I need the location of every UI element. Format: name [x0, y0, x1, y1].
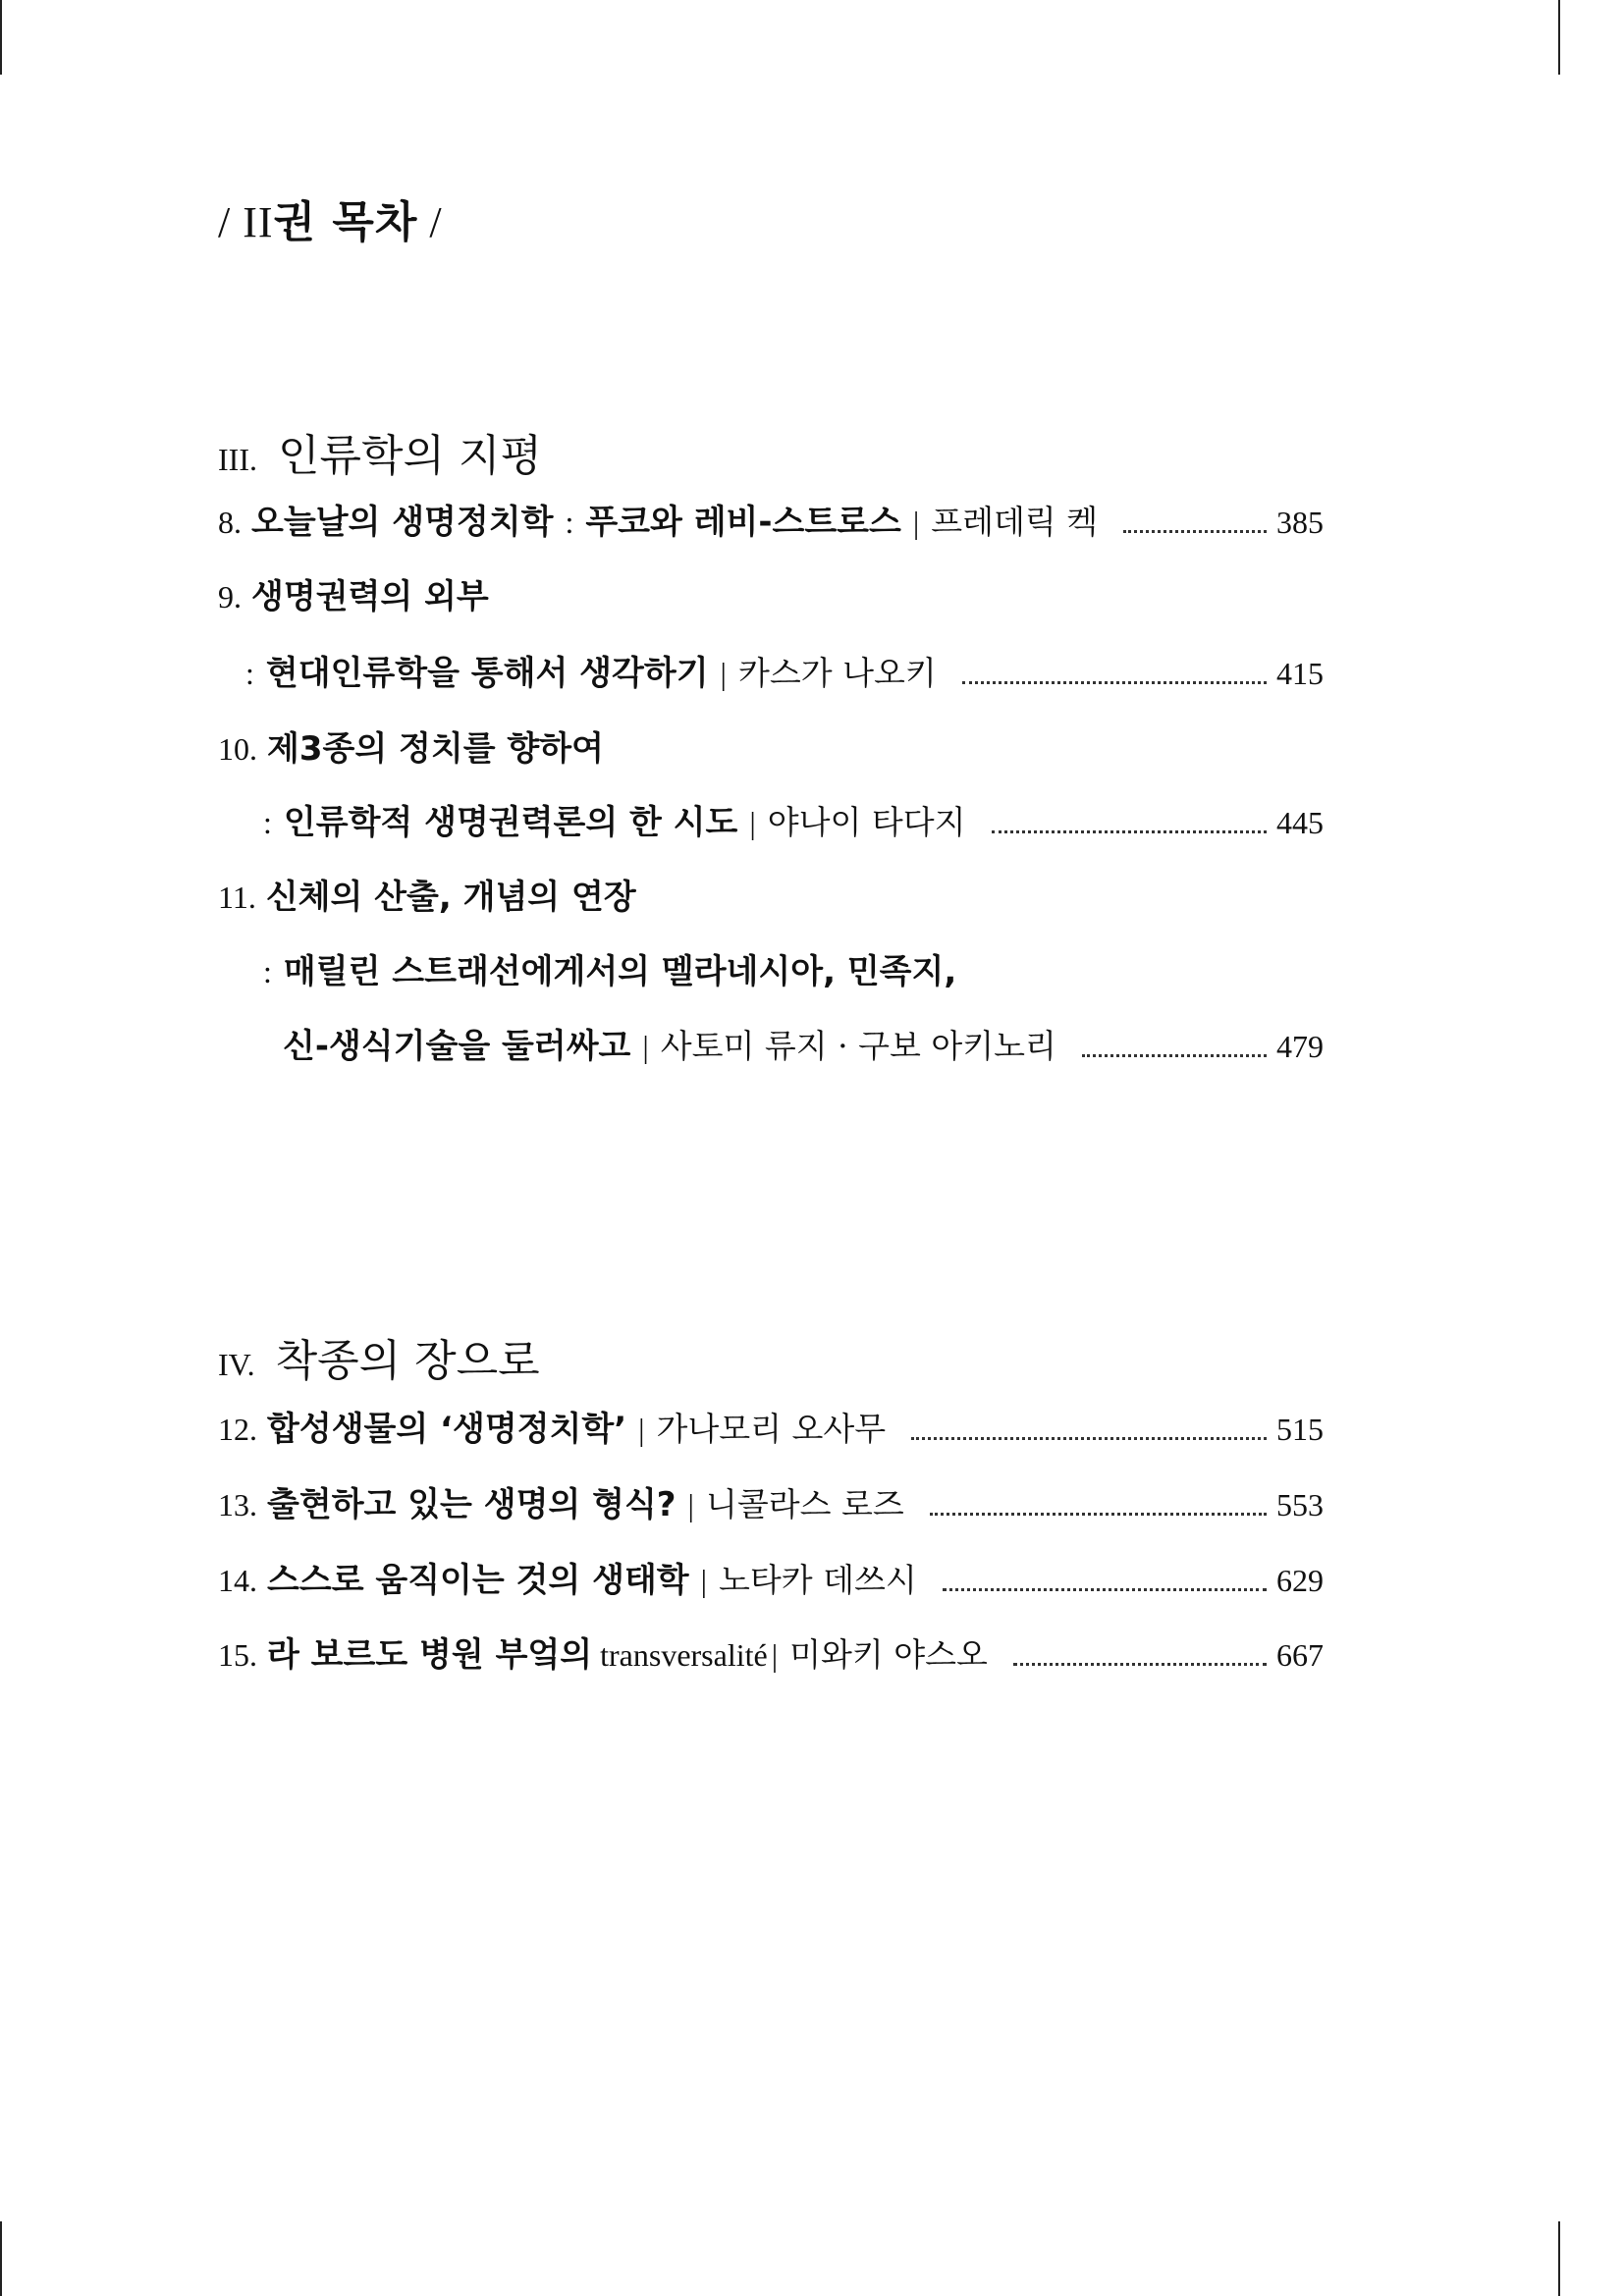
entry-page-number: 385 — [1276, 505, 1324, 540]
section-name: 인류학의 지평 — [277, 431, 542, 481]
entry-separator: | — [638, 1412, 645, 1447]
entry-number: 10. — [218, 731, 257, 767]
entry-page-number: 445 — [1276, 805, 1324, 840]
crop-mark-bottom-right — [1558, 2221, 1560, 2296]
entry-title: 라 보르도 병원 부엌의 — [267, 1635, 593, 1675]
entry-author: 카스가 나오키 — [737, 654, 937, 692]
entry-number: 13. — [218, 1487, 257, 1522]
crop-mark-top-left — [0, 0, 2, 75]
entry-author: 가나모리 오사무 — [656, 1410, 887, 1448]
entry-number: 12. — [218, 1412, 257, 1447]
entry-subtitle: 푸코와 레비-스트로스 — [585, 503, 901, 542]
toc-entry-9-cont[interactable] — [245, 646, 1324, 699]
entry-title: 생명권력의 외부 — [251, 577, 489, 616]
entry-page-number: 667 — [1276, 1637, 1324, 1673]
section-name: 착종의 장으로 — [275, 1336, 540, 1386]
toc-entry-15[interactable] — [218, 1628, 1324, 1681]
toc-entry-13[interactable] — [218, 1477, 1324, 1530]
entry-author: 야나이 타다지 — [767, 803, 966, 841]
entry-author: 니콜라스 로즈 — [705, 1485, 904, 1523]
crop-mark-bottom-left — [0, 2221, 2, 2296]
section-number: IV. — [218, 1347, 255, 1382]
entry-number: 14. — [218, 1563, 257, 1598]
entry-subtitle: 매릴린 스트래선에게서의 멜라네시아, 민족지, — [283, 952, 957, 991]
toc-entry-8[interactable] — [218, 495, 1324, 548]
entry-author: 미와키 야스오 — [789, 1635, 988, 1674]
heading-volume: II — [243, 198, 274, 246]
entry-page-number: 415 — [1276, 656, 1324, 691]
toc-entry-11-cont2[interactable] — [283, 1019, 1324, 1072]
toc-entry-11[interactable] — [218, 870, 1324, 923]
entry-separator: | — [912, 505, 920, 540]
toc-entry-12[interactable] — [218, 1402, 1324, 1455]
toc-entry-10-cont[interactable] — [263, 795, 1324, 848]
heading-title: 권 목차 — [273, 197, 418, 247]
entry-colon: : — [263, 805, 272, 840]
toc-entry-14[interactable] — [218, 1553, 1324, 1606]
entry-title: 신체의 산출, 개념의 연장 — [265, 878, 636, 917]
dot-leader — [930, 1509, 1267, 1516]
entry-colon: : — [245, 656, 254, 691]
entry-title: 오늘날의 생명정치학 — [251, 503, 554, 542]
entry-colon: : — [263, 954, 272, 989]
section-title-iii — [218, 420, 542, 483]
entry-colon: : — [565, 505, 574, 540]
toc-entry-9[interactable] — [218, 569, 1324, 622]
entry-number: 15. — [218, 1637, 257, 1673]
entry-author: 노타카 데쓰시 — [719, 1561, 917, 1599]
entry-page-number: 515 — [1276, 1412, 1324, 1447]
dot-leader — [943, 1584, 1267, 1591]
entry-number: 9. — [218, 579, 242, 614]
toc-entry-11-cont[interactable] — [263, 944, 1324, 997]
entry-title: 스스로 움직이는 것의 생태학 — [267, 1561, 689, 1600]
entry-separator: | — [687, 1487, 694, 1522]
dot-leader — [911, 1433, 1267, 1440]
entry-subtitle-2: 신-생식기술을 둘러싸고 — [283, 1027, 631, 1066]
entry-separator: | — [749, 805, 756, 840]
entry-title: 출현하고 있는 생명의 형식? — [267, 1485, 677, 1524]
entry-page-number: 479 — [1276, 1029, 1324, 1064]
section-title-iv — [218, 1325, 540, 1388]
entry-page-number: 629 — [1276, 1563, 1324, 1598]
entry-subtitle: 인류학적 생명권력론의 한 시도 — [283, 803, 738, 842]
entry-separator: | — [771, 1637, 779, 1673]
heading-suffix: / — [417, 198, 443, 246]
entry-author: 사토미 류지 · 구보 아키노리 — [660, 1027, 1056, 1065]
entry-title: 합성생물의 ‘생명정치학’ — [267, 1410, 627, 1449]
entry-separator: | — [642, 1029, 649, 1064]
entry-author: 프레데릭 켁 — [931, 503, 1099, 541]
dot-leader — [1013, 1659, 1267, 1666]
dot-leader — [1123, 526, 1267, 533]
entry-number: 11. — [218, 880, 256, 915]
dot-leader — [1082, 1050, 1267, 1057]
section-number: III. — [218, 442, 257, 477]
entry-page-number: 553 — [1276, 1487, 1324, 1522]
entry-separator: | — [700, 1563, 708, 1598]
dot-leader — [962, 677, 1267, 684]
toc-entry-10[interactable] — [218, 721, 1324, 774]
entry-subtitle: 현대인류학을 통해서 생각하기 — [265, 654, 709, 693]
page-heading — [218, 187, 443, 249]
entry-number: 8. — [218, 505, 242, 540]
entry-title: 제3종의 정치를 향하여 — [267, 729, 604, 769]
entry-separator: | — [720, 656, 727, 691]
dot-leader — [992, 827, 1267, 833]
heading-prefix: / — [218, 198, 244, 246]
entry-title-latin: transversalité — [600, 1637, 768, 1673]
crop-mark-top-right — [1558, 0, 1560, 75]
